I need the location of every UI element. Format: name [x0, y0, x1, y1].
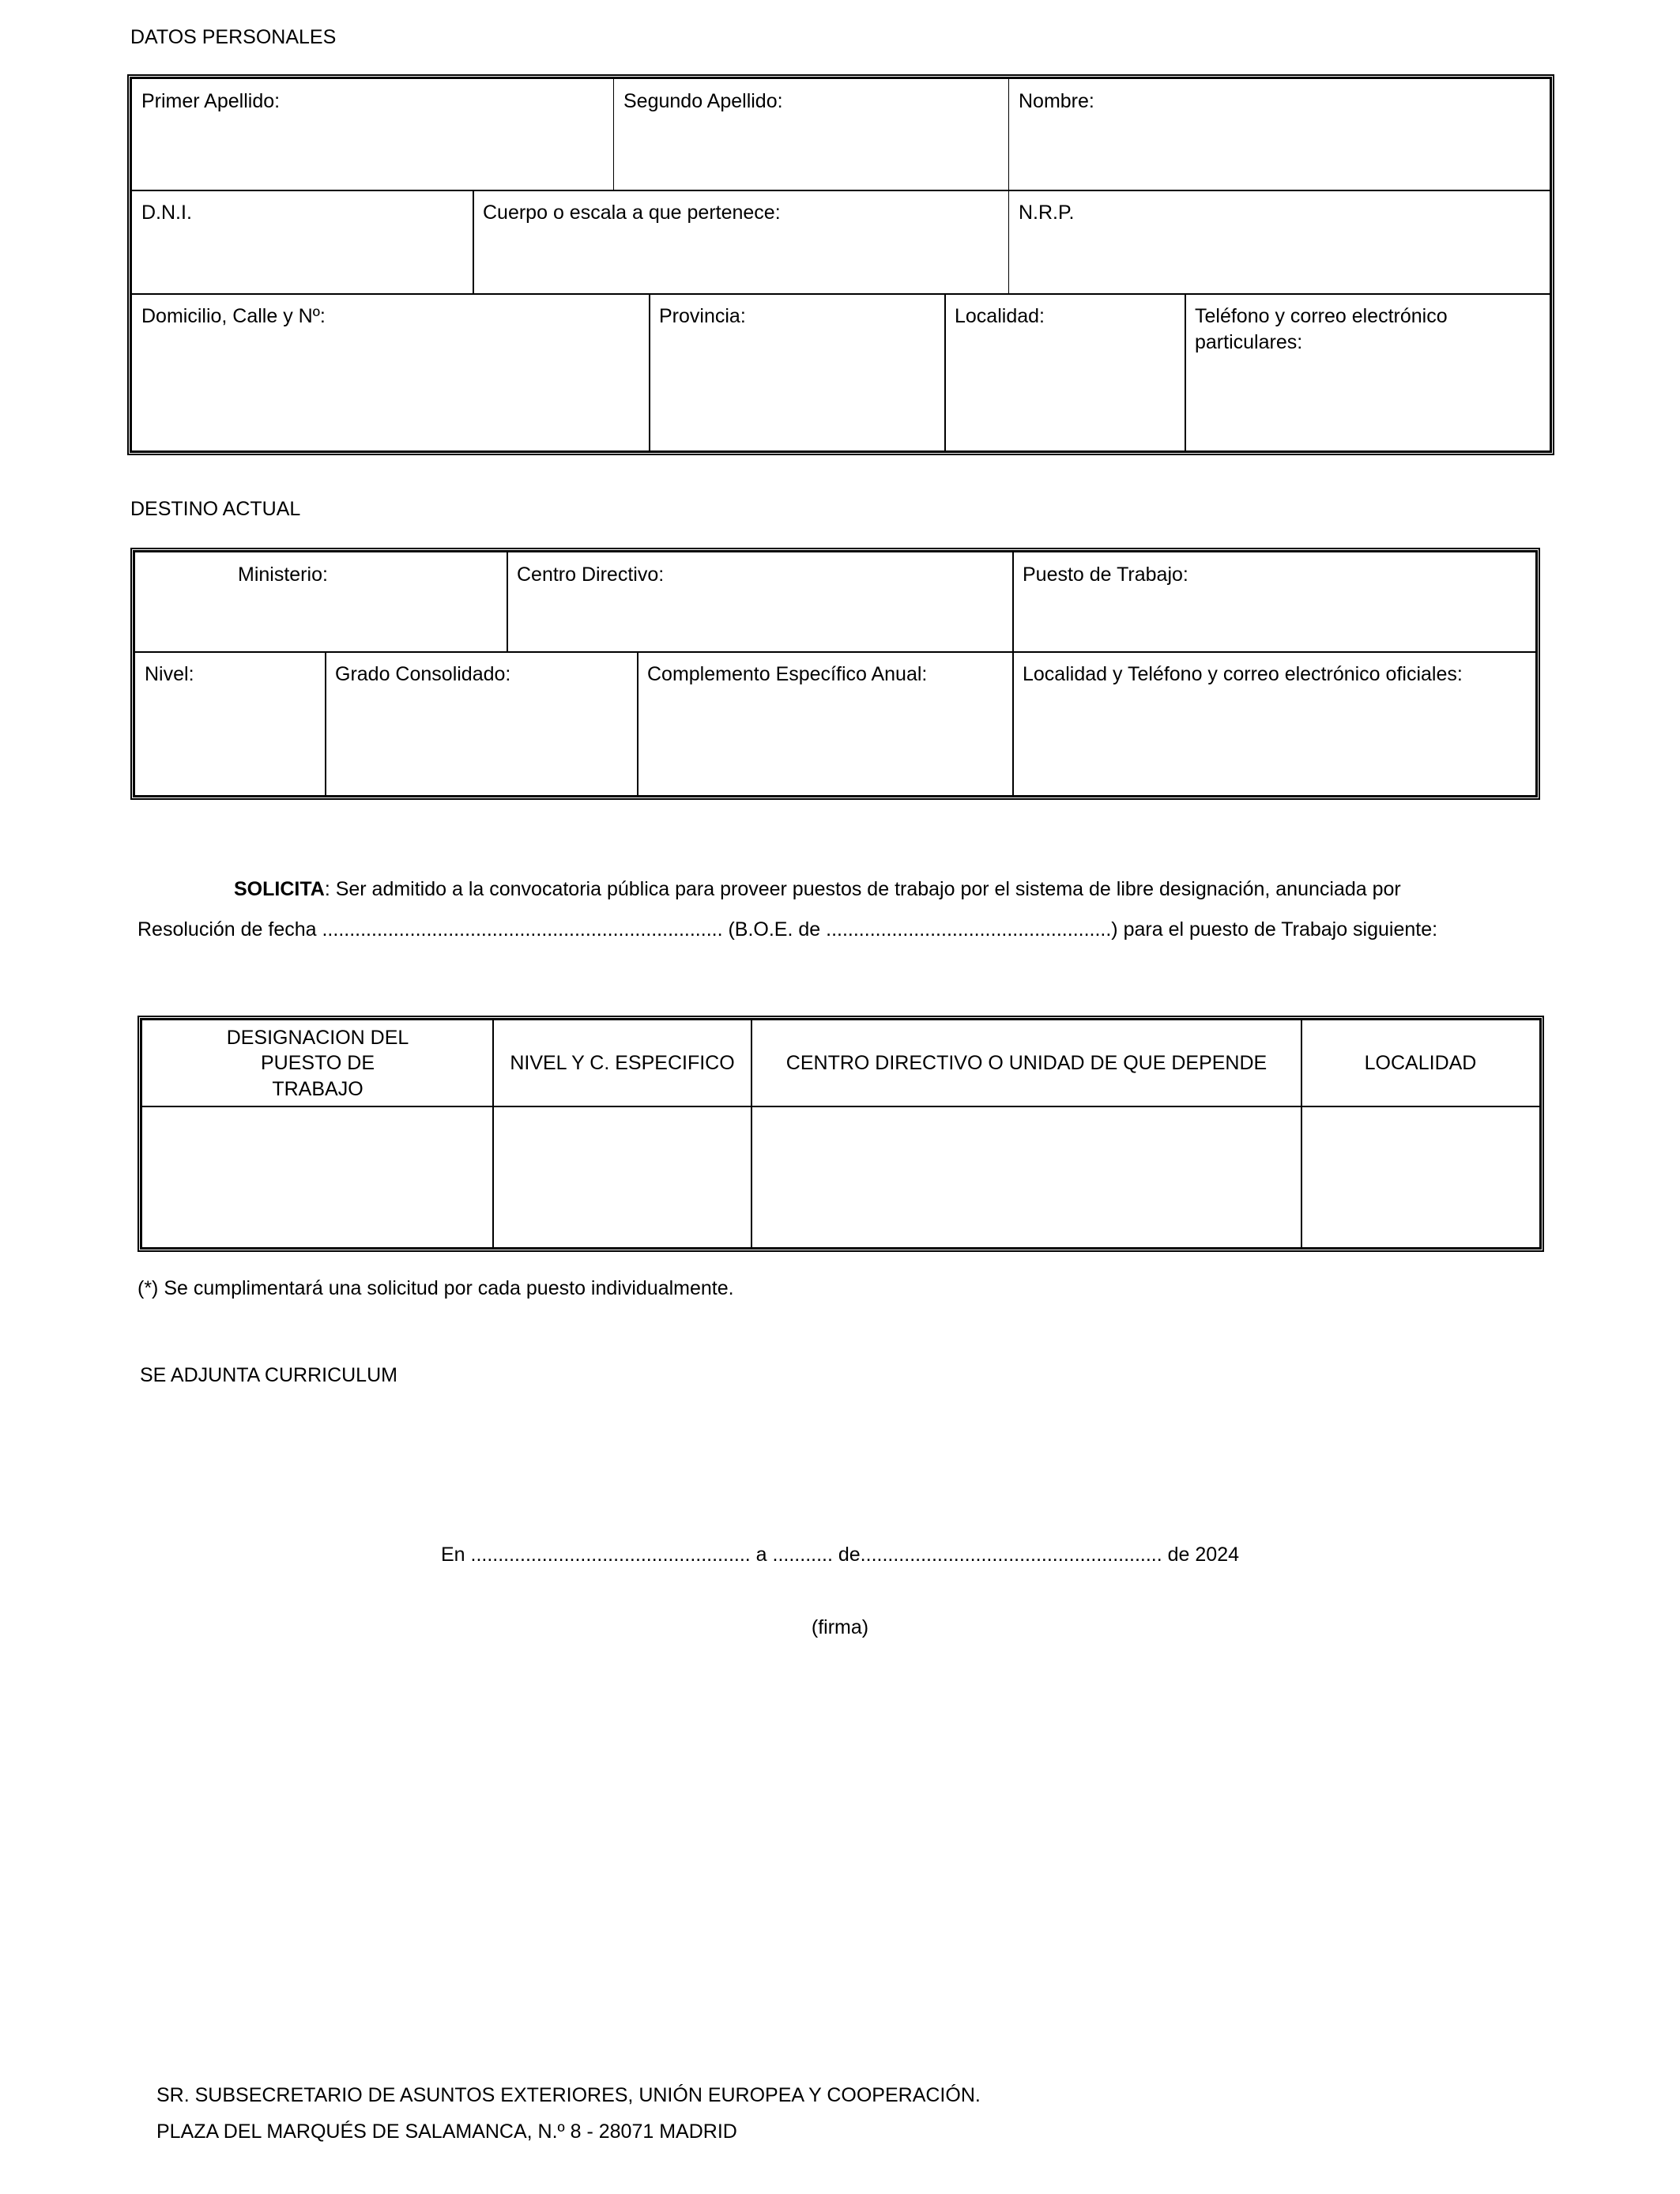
nombre-label: Nombre:: [1019, 90, 1094, 112]
primer-apellido-field[interactable]: [131, 78, 614, 191]
localidad-input-cell[interactable]: [1301, 1106, 1540, 1248]
footer-address: PLAZA DEL MARQUÉS DE SALAMANCA, N.º 8 - 28071 MADRID: [156, 2120, 737, 2143]
centro-directivo-field[interactable]: [507, 552, 1014, 653]
nrp-field[interactable]: [1008, 190, 1550, 295]
grado-field[interactable]: [325, 651, 638, 796]
centro-directivo-input-cell[interactable]: [751, 1106, 1302, 1248]
solicita-label: SOLICITA: [234, 878, 325, 900]
solicita-paragraph: [234, 877, 1401, 901]
complemento-label: Complemento Específico Anual:: [647, 663, 928, 685]
primer-apellido-label: Primer Apellido:: [141, 90, 281, 112]
nombre-field[interactable]: [1008, 78, 1550, 191]
nrp-label: N.R.P.: [1019, 202, 1075, 224]
telefono-field[interactable]: [1185, 293, 1550, 451]
segundo-apellido-field[interactable]: [613, 78, 1009, 191]
cuerpo-label: Cuerpo o escala a que pertenece:: [483, 202, 781, 224]
destino-actual-heading: DESTINO ACTUAL: [130, 498, 301, 520]
grado-label: Grado Consolidado:: [335, 663, 511, 685]
ministerio-label: Ministerio:: [238, 564, 328, 586]
provincia-label: Provincia:: [659, 305, 746, 327]
domicilio-field[interactable]: [131, 293, 650, 451]
note-text: (*) Se cumplimentará una solicitud por cada puesto individualmente.: [137, 1277, 734, 1299]
date-place-line: En ................................................... a ........... de....................................................... de 2024: [440, 1544, 1240, 1566]
nivel-input-cell[interactable]: [492, 1106, 752, 1248]
provincia-field[interactable]: [649, 293, 946, 451]
localidad-field[interactable]: [944, 293, 1186, 451]
ministerio-field[interactable]: [134, 552, 508, 653]
personal-data-table: [127, 74, 1554, 455]
centro-directivo-label: Centro Directivo:: [517, 564, 665, 586]
puesto-trabajo-label: Puesto de Trabajo:: [1023, 564, 1188, 586]
datos-personales-heading: DATOS PERSONALES: [130, 26, 337, 48]
segundo-apellido-label: Segundo Apellido:: [623, 90, 783, 112]
header-designacion: DESIGNACION DEL PUESTO DE TRABAJO: [141, 1020, 494, 1107]
telefono-label: Teléfono y correo electrónico particulares:: [1195, 305, 1448, 353]
solicita-text: : Ser admitido a la convocatoria pública para proveer puestos de trabajo por el sistema de libre designación, anunciada por: [324, 878, 1401, 900]
nivel-label: Nivel:: [145, 663, 194, 685]
domicilio-label: Domicilio, Calle y Nº:: [141, 305, 326, 327]
complemento-field[interactable]: [637, 651, 1014, 796]
dni-field[interactable]: [131, 190, 474, 295]
localidad-label: Localidad:: [955, 305, 1045, 327]
header-nivel: NIVEL Y C. ESPECIFICO: [492, 1020, 752, 1107]
nivel-field[interactable]: [134, 651, 326, 796]
footer-recipient: SR. SUBSECRETARIO DE ASUNTOS EXTERIORES, UNIÓN EUROPEA Y COOPERACIÓN.: [156, 2084, 981, 2106]
dni-label: D.N.I.: [141, 202, 192, 224]
adjunta-curriculum: SE ADJUNTA CURRICULUM: [140, 1364, 397, 1386]
header-localidad: LOCALIDAD: [1301, 1020, 1540, 1107]
puesto-table: [137, 1016, 1544, 1252]
designacion-input-cell[interactable]: [141, 1106, 494, 1248]
puesto-trabajo-field[interactable]: [1012, 552, 1536, 653]
header-centro-directivo: CENTRO DIRECTIVO O UNIDAD DE QUE DEPENDE: [751, 1020, 1302, 1107]
cuerpo-field[interactable]: [473, 190, 1009, 295]
signature-label: (firma): [811, 1616, 869, 1638]
localidad-oficial-label: Localidad y Teléfono y correo electrónico oficiales:: [1023, 663, 1463, 685]
destino-table: [130, 548, 1540, 800]
localidad-oficial-field[interactable]: [1012, 651, 1536, 796]
resolucion-line: Resolución de fecha ......................................................................... (B.O.E. de ....................................................) para el puesto de Trabajo siguiente:: [137, 918, 1438, 941]
